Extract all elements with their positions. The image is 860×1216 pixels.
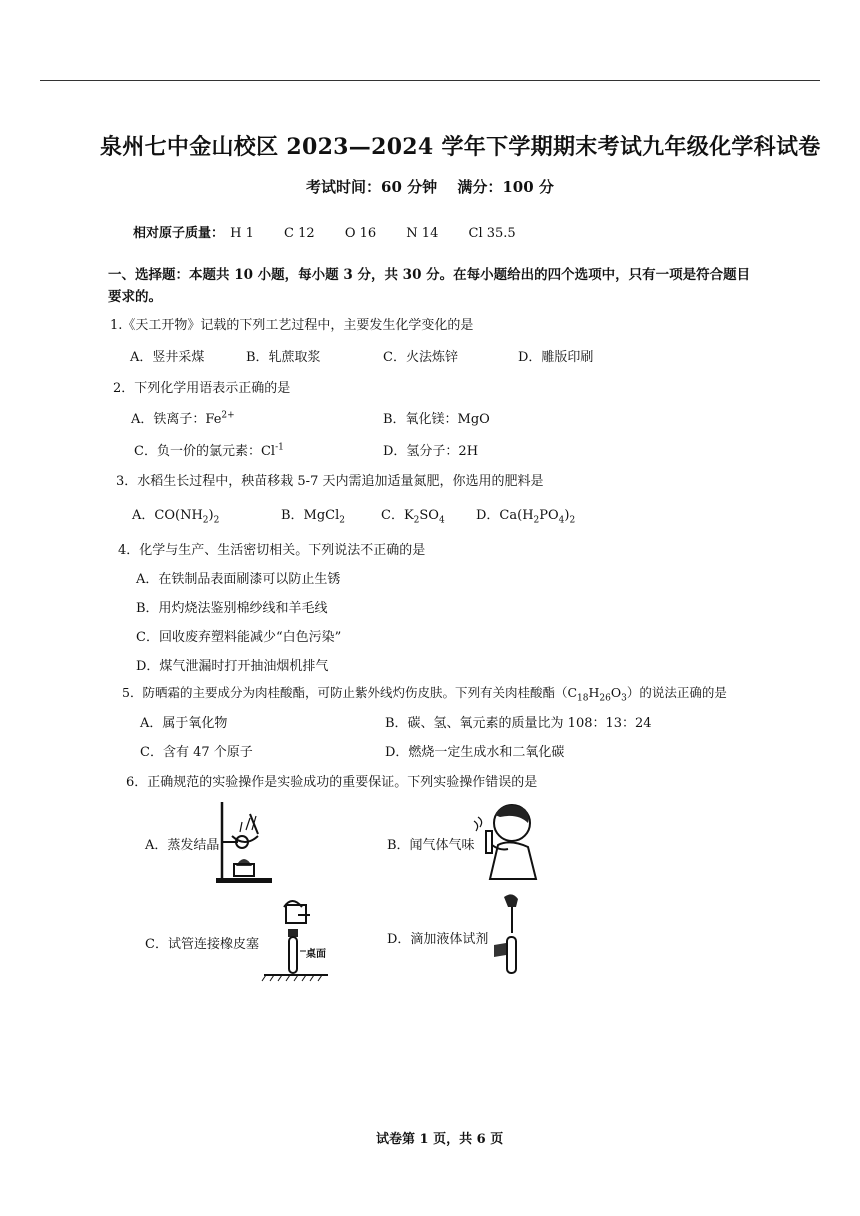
q5-stem-tail: ）的说法正确的是	[626, 685, 727, 700]
q4-option-b: B．用灼烧法鉴别棉纱线和羊毛线	[136, 601, 328, 616]
q2-option-a-text: A．铁离子：Fe	[131, 412, 222, 427]
section-heading: 一、选择题：本题共 10 小题，每小题 3 分，共 30 分。在每小题给出的四个选项中，只有一项是符合题目要求的。	[108, 267, 751, 305]
q5-stem-text: 5．防晒霜的主要成分为肉桂酸酯，可防止紫外线灼伤皮肤。下列有关肉桂酸酯（C	[122, 685, 578, 700]
q2-option-d: D．氢分子：2H	[383, 444, 479, 459]
page-footer: 试卷第 1 页，共 6 页	[376, 1132, 504, 1147]
dropper-illustration	[488, 893, 528, 983]
q1-option-c: C．火法炼锌	[383, 350, 458, 365]
q3-option-b-text: B．MgCl	[281, 508, 340, 523]
question-4-stem: 4．化学与生产、生活密切相关。下列说法不正确的是	[118, 543, 426, 558]
q6-option-c: C．试管连接橡皮塞	[145, 937, 259, 952]
q3-option-a-text: A．CO(NH	[132, 508, 203, 523]
q4-option-a: A．在铁制品表面刷漆可以防止生锈	[136, 572, 341, 587]
question-3-stem: 3．水稻生长过程中，秧苗移栽 5-7 天内需追加适量氮肥，你选用的肥料是	[116, 474, 544, 489]
bench-label: 桌面	[306, 949, 326, 960]
q3-option-d-text: D．Ca(H	[476, 508, 534, 523]
q2-option-a	[131, 408, 235, 427]
question-5-stem: 5．防晒霜的主要成分为肉桂酸酯，可防止紫外线灼伤皮肤。下列有关肉桂酸酯$(C_{18}H_{26}O_3)$的说法正确的是	[122, 685, 727, 704]
q1-option-a: A．竖井采煤	[130, 350, 205, 365]
q5-option-c: C．含有 47 个原子	[140, 745, 253, 760]
q3-option-a: A．$CO(NH_2)_2$	[132, 508, 220, 526]
q3-option-c: C．$K_2SO_4$	[381, 508, 445, 526]
q1-option-b: B．轧蔗取浆	[246, 350, 321, 365]
q1-option-d: D．雕版印刷	[518, 350, 594, 365]
evaporation-apparatus-illustration	[212, 800, 282, 886]
mass-n: N 14	[406, 226, 439, 241]
q5-option-d: D．燃烧一定生成水和二氧化碳	[385, 745, 565, 760]
smelling-gas-illustration	[470, 795, 550, 880]
top-rule	[40, 80, 820, 81]
q2-option-b: B．氧化镁：MgO	[383, 412, 490, 427]
question-1-stem: 1.《天工开物》记载的下列工艺过程中，主要发生化学变化的是	[110, 318, 474, 333]
q6-option-b: B．闻气体气味	[387, 838, 475, 853]
q2-option-c	[134, 440, 284, 459]
mass-cl: Cl 35.5	[468, 226, 516, 241]
question-2-stem: 2．下列化学用语表示正确的是	[113, 381, 291, 396]
q3-option-c-text: C．K	[381, 508, 414, 523]
mass-h: H 1	[230, 226, 254, 241]
mass-c: C 12	[284, 226, 315, 241]
exam-info: 考试时间：60 分钟 满分：100 分	[306, 178, 554, 196]
mass-o: O 16	[344, 226, 377, 241]
q3-option-b: B．MgCl$_2$	[281, 508, 346, 526]
q4-option-c: C．回收废弃塑料能减少“白色污染”	[136, 630, 342, 645]
exam-title: 泉州七中金山校区 2023—2024 学年下学期期末考试九年级化学科试卷	[100, 134, 821, 160]
q2-option-c-valence: -1	[275, 442, 284, 453]
q2-option-c-text: C．负一价的氯元素：Cl	[134, 444, 276, 459]
q4-option-d: D．煤气泄漏时打开抽油烟机排气	[136, 659, 329, 674]
question-6-stem: 6．正确规范的实验操作是实验成功的重要保证。下列实验操作错误的是	[126, 775, 538, 790]
q6-option-a: A．蒸发结晶	[145, 838, 220, 853]
test-tube-stopper-illustration	[262, 895, 332, 985]
atomic-masses	[133, 222, 542, 241]
atomic-masses-label: 相对原子质量：	[133, 226, 225, 241]
q2-option-a-charge: 2+	[221, 410, 235, 421]
q5-option-b: B．碳、氢、氧元素的质量比为 108：13：24	[385, 716, 652, 731]
q5-option-a: A．属于氧化物	[140, 716, 228, 731]
q6-option-d: D．滴加液体试剂	[387, 932, 489, 947]
q3-option-d: D．$Ca(H_2PO_4)_2$	[476, 508, 576, 526]
